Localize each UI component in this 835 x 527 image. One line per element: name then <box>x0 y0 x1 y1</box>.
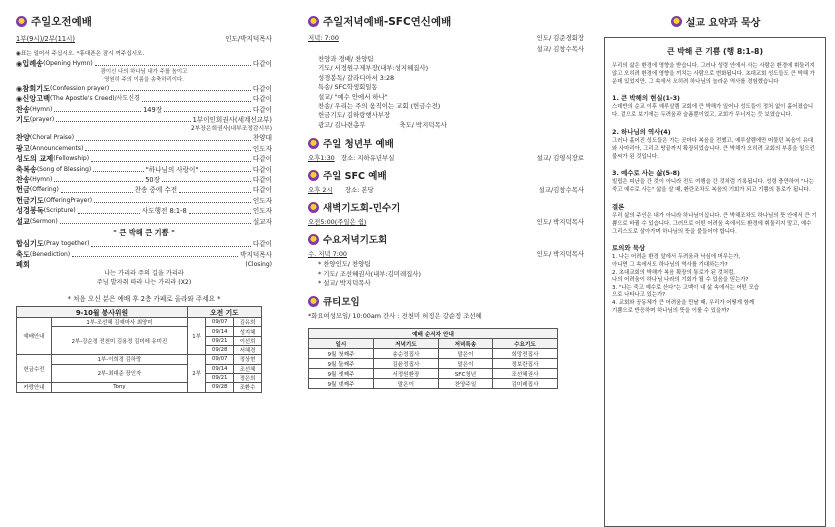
order-row: 기도 (prayer) 1부이인희권사(세계선교부) <box>16 115 272 125</box>
conclusion-body: 우리 삶의 주인은 내가 아니라 하나님이십니다. 큰 박해조차도 하나님의 뜻 안에서 큰 기쁨으로 바뀔 수 있습니다. 그러므로 어떤 어려움 속에서도 환경에 휘둘리지 말고, 예수 그리스도로 살아가며 하나님의 뜻을 붙들어야 합니다. <box>612 212 817 235</box>
point-body: 스데반의 순교 이후 예루살렘 교회에 큰 박해가 일어나 성도들이 정처 없이 흩어졌습니다. 겉으로 보기에는 두려움과 슬픔뿐이었고, 교회가 무너지는 듯 보였습니다. <box>612 104 814 119</box>
order-row: 찬송 (Hymn) 50장 다같이 <box>16 175 272 185</box>
table-row: 9월 둘째주 김윤정집사 말은이 정보란집사 <box>309 359 558 369</box>
hymn-note-2: 영원히 주의 이름을 송축하리이다. <box>104 76 184 83</box>
table-row: 09/28 서혜경 <box>17 346 262 355</box>
cross-emblem-icon <box>16 16 27 27</box>
questions-title: 토의와 묵상 <box>612 244 646 253</box>
morning-subtitle <box>16 33 272 43</box>
question-line: 1. 나는 어려운 환경 앞에서 두려움과 낙심에 머무는가, <box>612 254 741 261</box>
column-sermon-summary <box>598 0 835 521</box>
prayer-2: 2부장은희권사(내부조정감시부) <box>190 126 272 133</box>
morning-title: 주일오전예배 <box>16 14 272 29</box>
column-morning-worship <box>0 0 280 521</box>
sfc-title: 주일 SFC 예배 <box>308 168 584 182</box>
question-line: 2. 초대교회의 박해가 복음 확장의 통로가 된 것처럼, <box>612 269 735 276</box>
summary-sermon-title: 큰 박해 큰 기쁨 (행 8:1-8) <box>666 47 764 56</box>
table-row: 2부-최대준 장인자 09/14 조선혜 <box>17 364 262 373</box>
summary-title: 설교 요약과 묵상 <box>602 14 829 29</box>
sermon-title: " 큰 박해 큰 기쁨 " <box>113 228 175 238</box>
order-row: ◉신앙고백 (The Apostle's Creed)/사도신경 다같이 <box>16 94 272 104</box>
point-title: 2. 하나님의 역사(4) <box>612 127 671 136</box>
conclusion-title: 결론 <box>612 202 625 211</box>
cross-emblem-icon <box>308 202 319 213</box>
order-row: 축복송 (Song of Blessing) "하나님의 사랑이" 다같이 <box>16 164 272 174</box>
table-row: 09/21 이선희 <box>17 336 262 345</box>
table-row: 9월 셋째주 서정원환장 SFC청년 조선혜권사 <box>309 369 558 379</box>
qt-title: 큐티모임 <box>308 294 584 308</box>
order-row: 폐회 (Closing) <box>16 259 272 269</box>
closing-line-2: 주님 발자취 따라 나는 가리라 (X2) <box>96 278 192 286</box>
summary-intro: 우리의 삶은 환경에 영향을 받습니다. 그러나 성령 안에서 사는 사람은 환경에 휘둘리지 않고 오히려 환경에 영향을 끼치는 사람으로 변화됩니다. 초대교회 성도들도 큰 박해 가운데 있었지만, 그 속에서 오히려 하나님의 놀라운 역사를 경험했습니다 <box>612 63 815 85</box>
table-row: 9월 넷째주 말은이 찬양주일 김미레집사 <box>309 379 558 389</box>
point-body: 그러나 흩어진 성도들은 가는 곳마다 복음을 전했고, 예루살렘에만 머물던 복음이 유대와 사마리아, 그리고 땅끝까지 확장되었습니다. 큰 박해가 오히려 교회의 부흥을 일으킨 불씨가 된 것입니다. <box>612 137 815 160</box>
table-row: 헌금수전 1부-이희경 김하랑 2부 09/07 정상현 <box>17 355 262 364</box>
morning-leader: 인도/박지덕목사 <box>225 35 272 43</box>
order-row: 광고 (Announcements) 인도자 <box>16 143 272 153</box>
cross-emblem-icon <box>308 234 319 245</box>
table-row: 예배안내 1부-조선혜 김예마사 최양미 1부 09/07 김유희 <box>17 318 262 327</box>
point-body: 빌립은 피난을 간 것이 아니라 전도 여행을 간 것처럼 기록됩니다. 성령 충만하여 "나는 죽고 예수로 사는" 삶을 살 때, 환란조차도 복음의 기회가 되고 기쁨의 통로가 됩니다. <box>612 179 814 194</box>
order-row: ◉참회기도 (Confession prayer) 다같이 <box>16 83 272 93</box>
dawn-title: 새벽기도회-민수기 <box>308 200 584 214</box>
evening-lead-1: 인도/ 김준경회장 <box>536 34 584 42</box>
question-line: 기쁨으로 반응하며 하나님의 뜻을 이룰 수 있을까? <box>612 307 730 314</box>
evening-order-list: 찬양과 경배/ 찬양팀 기도/ 서정원구제부장(내부:성지혜집사) 성경봉독/ 갈라디아서 3:28 특송/ SFC학생회일동 설교/ "예수 안에서 하나" 찬송/ 우리는 주의 움직이는 교회 (헌금수전) 헌금기도/ 김하랑행사부장 광고/ 김나련총무 축도/ 박지덕목사 <box>318 55 447 129</box>
standing-note: ◉표는 일어서 주십시오. *휴대폰은 잠시 꺼주십시오. <box>16 51 145 57</box>
order-row: 찬송 (Hymn) 149장 다같이 <box>16 104 272 114</box>
closing-line-1: 나는 가리라 주의 길을 가리라 <box>104 270 184 278</box>
youth-title: 주일 청년부 예배 <box>308 136 584 150</box>
evening-lead-2: 설교/ 김창수목사 <box>536 45 584 53</box>
qt-text: *화요여성모임/ 10:00am 간사 : 전천미 허정은 강순정 조선혜 <box>308 312 482 321</box>
question-line: 4. 교회와 공동체가 큰 어려움을 만날 때, 우리가 어떻게 함께 <box>612 299 755 306</box>
order-row: ◉입례송 (Opening Hymn) 다같이 <box>16 59 272 68</box>
question-line: 으로 나타나고 있는가? <box>612 292 666 299</box>
evening-time: 저녁: 7:00 <box>308 34 339 42</box>
table-row: 2부-강순정 전천미 김용정 김미레 유미진 09/14 성지혜 <box>17 327 262 336</box>
cross-emblem-icon <box>308 138 319 149</box>
point-title: 1. 큰 박해의 현실(1-3) <box>612 94 680 103</box>
question-line: 아니면 그 속에서도 하나님의 역사를 기대하는가? <box>612 261 728 268</box>
cross-emblem-icon <box>308 170 319 181</box>
order-row: 헌금 (Offering) 찬송 중에 수전 다같이 <box>16 185 272 195</box>
summary-box <box>604 37 826 527</box>
table-row: 카랑안내 Tony 09/28 조환수 <box>17 383 262 392</box>
point-title: 3. 예수로 사는 삶(5-8) <box>612 169 680 178</box>
order-row: 헌금기도 (OfferingPrayer) 인도자 <box>16 195 272 205</box>
volunteer-table: 9-10월 봉사위원 오전 기도 예배안내 1부-조선혜 김예마사 최양미 1부 09/07 김유희 2부-강순정 전천미 김용정 김미레 유미진 09/14 성지혜 09/21 이선희 09/28 서혜경 헌금수전 1부-이희경 김하랑 2부 09/07 정상현 2부-최대준 장인자 09/14 조선혜 09/21 정은희 카랑안내 Tony 09/28 조환수 <box>16 306 262 392</box>
morning-time: 1부(9시)/2부(11시) <box>16 35 75 43</box>
wednesday-order-list: * 찬양인도/ 찬양팀 * 기도/ 조선혜권사(내부:김미레집사) * 설교/ 박지덕목사 <box>318 260 421 288</box>
evening-title: 주일저녁예배-SFC연신예배 <box>308 14 584 29</box>
order-row: 성경봉독 (Scripture) 사도행전 8:1-8 인도자 <box>16 206 272 216</box>
order-row: 성도의 교제 (Fellowship) 다같이 <box>16 154 272 164</box>
wednesday-title: 수요저녁기도회 <box>308 232 584 246</box>
question-line: 3. "나는 죽고 예수로 산다"는 고백이 내 삶 속에서는 어떤 모습 <box>612 284 760 291</box>
order-row: 합심기도 (Pray together) 다같이 <box>16 239 272 249</box>
order-row: 찬양 (Choral Praise) 찬양대 <box>16 133 272 143</box>
welcome-note: * 처음 오신 분은 예배 후 2층 카페로 올라와 주세요 * <box>67 295 221 304</box>
hymn-note-1: 광이신 나의 하나님 내가 주를 높이고 <box>100 69 188 76</box>
question-line: 나의 어려움이 하나님 나라의 기회가 될 수 있음을 믿는가? <box>612 277 749 284</box>
cross-emblem-icon <box>671 16 682 27</box>
column-other-worship: 주일저녁예배-SFC연신예배 저녁: 7:00 인도/ 김준경회장 설교/ 김창수목사 찬양과 경배/ 찬양팀 기도/ 서정원구제부장(내부:성지혜집사) 성경봉독/ 갈라디아서 3:28 특송/ SFC학생회일동 설교/ "예수 안에서 하나" 찬송/ 우리는 주의 움직이는 교회 (헌금수전) 헌금기도/ 김하랑행사부장 광고/ 김나련총무 축도/ 박지덕목사 주일 청년부 예배 오후1:30 장소: 지하유년부실 설교/ 김영식장로 주일 SFC 예배 오후 2시 장소: 본당 설교/김창수목사 새벽기도회-민수기 오전5:00(주일은 쉼) 인도/ 박지덕목사 수요저녁기도회 수. 저녁 7:00 인도/ 박지덕목사 * 찬양인도/ 찬양팀 * 기도/ 조선혜권사(내부:김미레집사) * 설교/ 박지덕목사 큐티모임 *화요여성모임/ 10:00am 간사 : 전천미 허정은 강순정 조선혜 예배 순서자 안내 일시 저녁기도 저녁특송 수요기도 9월 첫째주 송순정집사 말은이 희망전집사 9월 둘째주 김윤정집사 말은이 정보란집사 9월 셋째주 서정원환장 SFC청년 조선혜권사 9월 넷째주 말은이 찬양주일 김미레집사 <box>308 16 584 388</box>
table-row: 09/21 정은희 <box>17 373 262 382</box>
cross-emblem-icon <box>308 296 319 307</box>
order-row: 설교 (Sermon) 설교자 <box>16 216 272 226</box>
order-row: 축도 (Benediction) 박지덕목사 <box>16 249 272 259</box>
table-row: 9월 첫째주 송순정집사 말은이 희망전집사 <box>309 349 558 359</box>
cross-emblem-icon <box>308 16 319 27</box>
schedule-table: 예배 순서자 안내 일시 저녁기도 저녁특송 수요기도 9월 첫째주 송순정집사 말은이 희망전집사 9월 둘째주 김윤정집사 말은이 정보란집사 9월 셋째주 서정원환장 SFC청년 조선혜권사 9월 넷째주 말은이 찬양주일 김미레집사 <box>308 328 558 389</box>
